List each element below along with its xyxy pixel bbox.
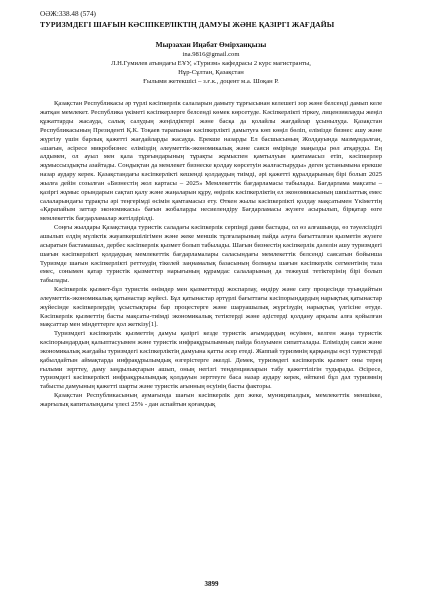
body-paragraph: Соңғы жылдары Қазақстанда туристік саладағы кәсіпкерлік серпінді дами бастады, ол өз алғашында, өз тәуелсіздігі ашылып елдің мүліктік жауапкершілігімен және жеке меншік тұлғаларының пайда алуға бағытталған қызметін жүзеге асыратын бастамашыл, дербес кәсіпкерлік қызмет болып табылады. Шағын бизнестің кәсіпкерлік дәлелін ашу туризмдегі шағын кәсіпкерлікті қолдаудың мемлекеттік бағдарламалары саласындағы мемлекеттік белсенді саясатын бойынша Туризмде шағын кәсіпкерлікті реттеудің тікелей заңнамалық базасының болмауы шағын кәсіпкерлік сегментінің таза емес, сонымен қатар туристік қызметтер нарығының құрамдас салаларының да тежеуші тетіктерінің бірі болып табылады.: [40, 224, 382, 285]
author-email: ina.9816@gmail.com: [182, 50, 240, 58]
author-location: Нұр-Сұлтан, Қазақстан: [178, 68, 244, 76]
paper-page: [40, 10, 382, 410]
article-title: ТУРИЗМДЕГІ ШАҒЫН КӘСІПКЕРЛІКТІҢ ДАМУЫ ЖӘНЕ ҚАЗІРГІ ЖАҒДАЙЫ: [40, 20, 335, 29]
article-body: [40, 100, 382, 410]
body-paragraph: Қазақстан Республикасының аумағында шағын кәсіпкерлік деп жеке, муниципалдық, мемлекеттік меншікке, жарғылық капиталындағы үлесі 25% - дан аспайтын қоғамдық: [40, 392, 382, 408]
body-paragraph: Қазақстан Республикасы әр түрлі кәсіпкерлік салаларын дамыту тұрғысынан келешегі зор және белсенді дамып келе жатқан мемлекет. Республика үкіметі кәсіпкерлерге белсенді көмек көрсетуде. Кәсіпкерлікті тіркеу, лицензиялауды жеңіл құжаттарды жасауда, салық салудың жеңілдіктері және басқа да қолайлы жағдайлар ұсынылуда. Қазақстан Республикасының Президенті Қ.К. Тоқаев тарапынан кәсіпкерлікті дамытуға көп көңіл бөліп, елімізде бизнес ашу және жүргізу үшін барлық қажетті жағдайларды жасауда. Ерекше назарды Ел басшысының Жолдауында мазмұндалған, «шағын, әсіресе микробизнес еліміздің әлеуметтік-экономикалық және саяси өмірінде маңызды рөл атқаруды. Ең алдымен, ол ауыл мен қала тұрғындарының тұрақты жұмыспен қамтылуын қамтамасыз етіп, кәсіпкерлер жұмыссыздықты азайтады. Сондықтан да мемлекет бизнеске қолдау көрсетуін жалғастыруды» деген ұстанымына ерекше назар аудару керек. Қазақстандағы кәсіпкерлікті кешенді қолдаудың тиімді, әрі қажетті құралдарының бірі болып 2025 жылға дейін созылған «Бизнестің жол картасы – 2025» Мемлекеттік бағдарламасы табылады. Бағдарлама мақсаты – қазіргі жұмыс орындарын сақтап қалу және жаңаларын құру, өңірлік кәсіпкерліктің ел экономикасының шикізаттық емес салаларындағы тұрақты әрі теңгерімді өсімін қамтамасыз ету. Өткен жылы кәсіпкерлікті қолдау мақсатымен Үкіметтің «Қарапайым заттар экономикасы» бағын жобаларды несиелендіру Бағдарламасы жүзеге асырылып, бірқатар өзге мемлекеттік бағдарламалар жетілдірілді.: [40, 100, 382, 223]
author-name: Мырзахан Иңабат Өмірханқызы: [155, 40, 267, 49]
page-number: 3899: [204, 580, 219, 588]
author-supervisor: Ғылыми жетекшісі – з.ғ.к., доцент м.а. Шоқан Р.: [143, 78, 279, 86]
author-affiliation: Л.Н.Гумилев атындағы ЕҰУ, «Туризм» кафедрасы 2 курс магистранты,: [111, 59, 311, 67]
body-paragraph: Туризмдегі кәсіпкерлік қызметтің дамуы қазіргі кезде туристік ағымдардың өсуімен, келген жаңа туристік кәсіпорындардың қалыптасуымен және туристік инфрақұрылымның пайда болуымен сипатталады. Еліміздің саяси және экономикалық жағдайы туризмдегі кәсіпкерліктің дамуына қатты әсер етеді. Жаппай туризмнің қарқынды өсуі туристерді қабылдайтын аймақтарда инфрақұрылымдық өзгерістерге әкелді. Демек, туризмдегі кәсіпкерлік қызмет оны терең ғылыми зерттеу, даму заңдылықтарын ашып, оның негізгі тенденцияларын табу қажеттілігін тудырады. Әсіресе, туризмдегі кәсіпкерлікті инфрақұрылымдық қолдауын зерттеуге баса назар аудару керек, өйткені бұл дәл туризмнің табысты дамуының қажетті шарты және туристік ағынның өсуінің басты факторы.: [40, 330, 382, 391]
udc-code: ОӘЖ:338.48 (574): [40, 10, 96, 18]
body-paragraph: Кәсіпкерлік қызмет-бұл туристік өнімдер мен қызметтерді жоспарлау, өндіру және сату процесінде туындайтын әлеуметтік-экономикалық қатынастар жүйесі. Бұл қатынастар әртүрлі бағыттағы кәсіпорындардың нарықтық қатынастар жүйесінде кәсіпкерлердің ұсыстықтары бар процестерге және шаруашылық жүргізудің нарықтық үлгісіне өтуде. Кәсіпкерлік қызметтің басты мақсаты-тиімді экономикалық тетіктерді және әдістерді қолдану арқылы алға қойылған мақсаттар мен міндеттерге қол жеткізу[1].: [40, 286, 382, 329]
author-block: [40, 40, 382, 86]
